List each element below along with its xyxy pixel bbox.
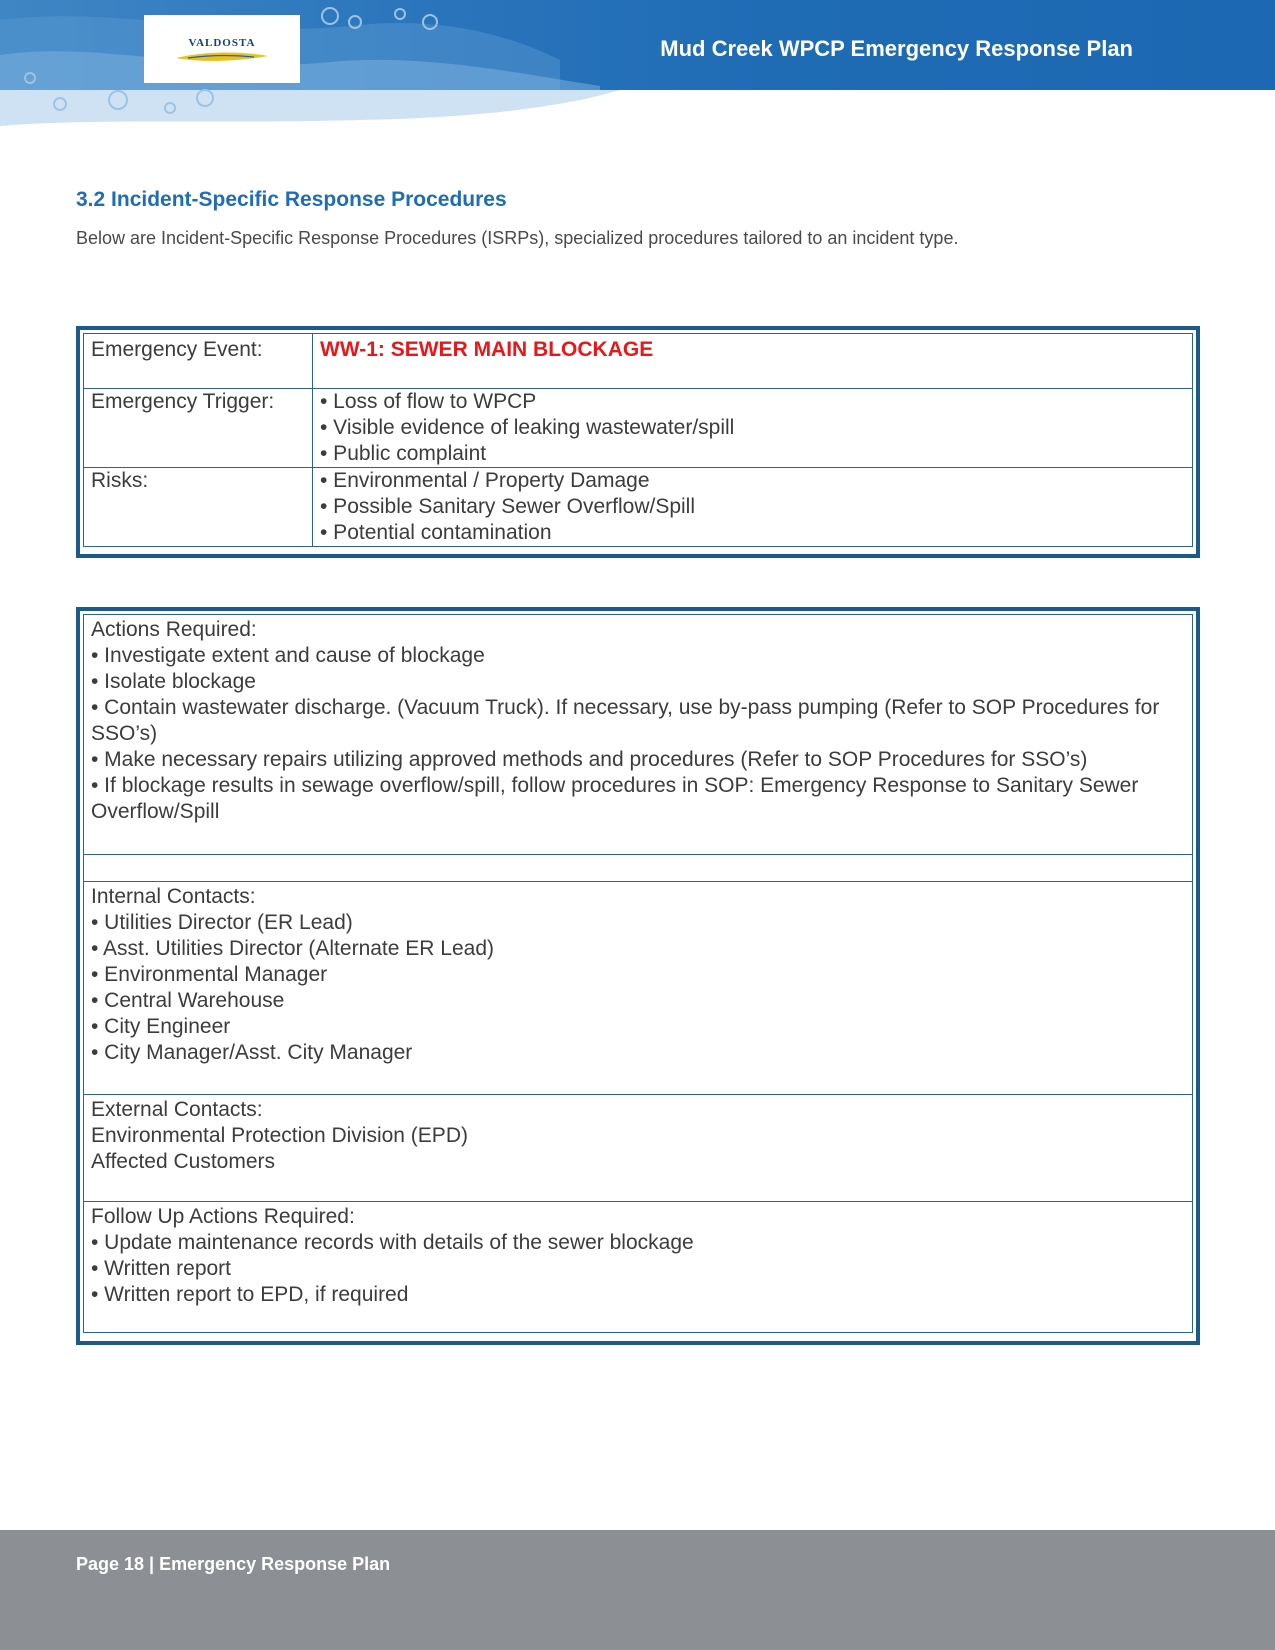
list-item: • Environmental Manager: [91, 963, 328, 986]
section-intro: Below are Incident-Specific Response Procedures (ISRPs), specialized procedures tailored to an incident type.: [76, 228, 959, 248]
list-item: • Loss of flow to WPCP: [320, 390, 537, 413]
event-cell: [313, 334, 1193, 389]
list-item: Affected Customers: [91, 1150, 276, 1173]
incident-table: [76, 326, 1200, 558]
table-row: [84, 1202, 1193, 1333]
table-row: [84, 468, 1193, 547]
list-item: • Visible evidence of leaking wastewater/spill: [320, 416, 735, 439]
list-item: • If blockage results in sewage overflow/spill, follow procedures in SOP: Emergency Response to Sanitary Sewer Overflow/Spill: [91, 774, 1139, 823]
list-item: • Written report: [91, 1257, 232, 1280]
table-row: [84, 1095, 1193, 1202]
actions-cell: [84, 615, 1193, 855]
followup-cell: [84, 1202, 1193, 1333]
footer-page-label: Page 18 | Emergency Response Plan: [76, 1554, 391, 1574]
empty-cell: [84, 855, 1193, 882]
actions-table: [76, 607, 1200, 1345]
actions-heading: Actions Required:: [91, 618, 257, 641]
list-item: • Investigate extent and cause of blockage: [91, 644, 485, 667]
list-item: • Possible Sanitary Sewer Overflow/Spill: [320, 495, 695, 518]
list-item: • City Manager/Asst. City Manager: [91, 1041, 413, 1064]
list-item: • City Engineer: [91, 1015, 231, 1038]
water-decoration: [0, 0, 640, 128]
list-item: Environmental Protection Division (EPD): [91, 1124, 468, 1147]
list-item: • Potential contamination: [320, 521, 552, 544]
section-heading: 3.2 Incident-Specific Response Procedures: [76, 188, 507, 211]
list-item: • Environmental / Property Damage: [320, 469, 650, 492]
followup-heading: Follow Up Actions Required:: [91, 1205, 355, 1228]
event-value: WW-1: SEWER MAIN BLOCKAGE: [320, 338, 654, 361]
list-item: • Isolate blockage: [91, 670, 256, 693]
table-row: [84, 615, 1193, 855]
page-header: [0, 0, 1275, 128]
external-contacts-cell: [84, 1095, 1193, 1202]
external-contacts-heading: External Contacts:: [91, 1098, 263, 1121]
page-footer: [0, 1530, 1275, 1650]
internal-contacts-cell: [84, 882, 1193, 1095]
list-item: • Utilities Director (ER Lead): [91, 911, 353, 934]
list-item: • Public complaint: [320, 442, 487, 465]
risks-label: Risks:: [84, 468, 313, 547]
risks-list: [313, 468, 1193, 547]
list-item: • Central Warehouse: [91, 989, 285, 1012]
trigger-label: Emergency Trigger:: [84, 389, 313, 468]
valdosta-logo: [144, 15, 300, 83]
internal-contacts-heading: Internal Contacts:: [91, 885, 256, 908]
document-title: Mud Creek WPCP Emergency Response Plan: [660, 36, 1133, 61]
table-row: [84, 389, 1193, 468]
table-row: [84, 882, 1193, 1095]
table-row: [84, 334, 1193, 389]
list-item: • Update maintenance records with details of the sewer blockage: [91, 1231, 694, 1254]
list-item: • Asst. Utilities Director (Alternate ER Lead): [91, 937, 494, 960]
trigger-list: [313, 389, 1193, 468]
list-item: • Make necessary repairs utilizing approved methods and procedures (Refer to SOP Procedures for SSO’s): [91, 748, 1088, 771]
logo-swoosh-icon: [174, 49, 270, 65]
logo-text: VALDOSTA: [188, 37, 256, 49]
list-item: • Contain wastewater discharge. (Vacuum Truck). If necessary, use by-pass pumping (Refer to SOP Procedures for SSO’s): [91, 696, 1160, 745]
list-item: • Written report to EPD, if required: [91, 1283, 409, 1306]
table-row: [84, 855, 1193, 882]
event-label: Emergency Event:: [84, 334, 313, 389]
